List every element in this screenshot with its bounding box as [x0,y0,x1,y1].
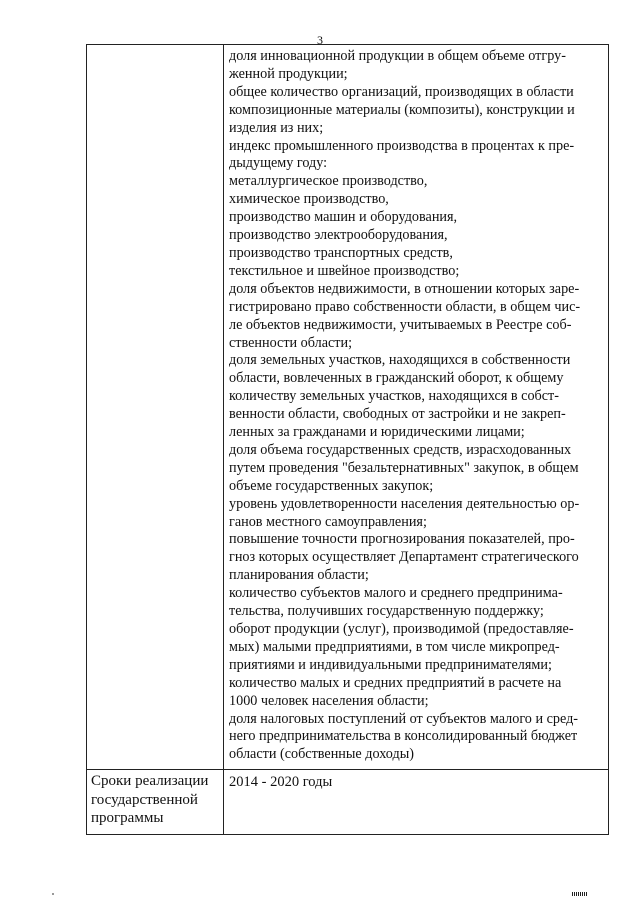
indicator-line: доля объема государственных средств, израсходованных [229,441,572,458]
indicator-line: ственности области; [229,334,353,351]
indicator-line: количество малых и средних предприятий в расчете на [229,674,562,691]
indicator-line: него предпринимательства в консолидированный бюджет [229,728,578,745]
indicator-line: изделия из них; [229,119,324,136]
indicator-line: женной продукции; [229,65,348,82]
indicator-line: текстильное и швейное производство; [229,262,460,279]
indicator-line: тельства, получивших государственную поддержку; [229,603,544,620]
table-row-period [87,770,609,835]
indicator-line: повышение точности прогнозирования показателей, про- [229,531,575,548]
period-value-cell [224,770,609,835]
indicator-line: дыдущему году: [229,155,328,172]
program-passport-table [86,44,609,835]
indicator-line: индекс промышленного производства в процентах к пре- [229,137,575,154]
period-label-cell [87,770,224,835]
page-number: 3 [317,33,323,47]
indicator-line: венности области, свободных от застройки и не закреп- [229,406,566,423]
indicator-line: ленных за гражданами и юридическими лицами; [229,424,525,441]
indicator-line: гистрировано право собственности области, в общем чис- [229,298,581,315]
indicator-line: гноз которых осуществляет Департамент стратегического [229,549,579,566]
indicator-line: ле объектов недвижимости, учитываемых в Реестре соб- [229,316,572,333]
indicator-line: доля инновационной продукции в общем объеме отгру- [229,48,566,64]
indicator-line: ганов местного самоуправления; [229,513,427,530]
indicator-line: области (собственные доходы) [229,746,414,763]
table-row-indicators [87,45,609,770]
indicator-line: доля налоговых поступлений от субъектов малого и сред- [229,710,579,727]
indicator-line: производство электрооборудования, [229,227,448,244]
indicator-line: химическое производство, [229,191,389,208]
indicators-label-cell [87,45,224,770]
scan-artifact-dot [52,893,54,895]
period-label [87,770,223,830]
indicator-line: объеме государственных закупок; [229,477,434,494]
indicator-line: композиционные материалы (композиты), конструкции и [229,101,575,118]
indicator-line: доля земельных участков, находящихся в собственности [229,352,571,369]
indicator-line: оборот продукции (услуг), производимой (предоставляе- [229,621,574,637]
barcode-marks [572,892,588,896]
indicator-line: приятиями и индивидуальными предпринимателями; [229,656,552,673]
indicator-line: уровень удовлетворенности населения деятельностью ор- [229,495,580,512]
indicator-line: общее количество организаций, производящих в области [229,83,574,100]
period-label-line: Сроки реализации [91,773,209,790]
period-label-line: государственной [91,791,198,808]
indicators-list [224,45,608,769]
period-value: 2014 - 2020 годы [229,774,333,791]
indicator-line: доля объектов недвижимости, в отношении которых заре- [229,280,580,297]
indicator-line: металлургическое производство, [229,173,428,190]
indicator-line: области, вовлеченных в гражданский оборот, к общему [229,370,564,387]
indicator-line: мых) малыми предприятиями, в том числе микропред- [229,638,560,655]
indicator-line: путем проведения "безальтернативных" закупок, в общем [229,459,579,476]
indicator-line: планирования области; [229,567,369,584]
indicator-line: 1000 человек населения области; [229,692,429,709]
indicator-line: производство машин и оборудования, [229,209,458,226]
indicator-line: количеству земельных участков, находящихся в собст- [229,388,559,405]
indicator-line: количество субъектов малого и среднего предпринима- [229,585,563,602]
period-label-line: программы [91,810,164,827]
indicator-line: производство транспортных средств, [229,244,453,261]
indicators-value-cell [224,45,609,770]
